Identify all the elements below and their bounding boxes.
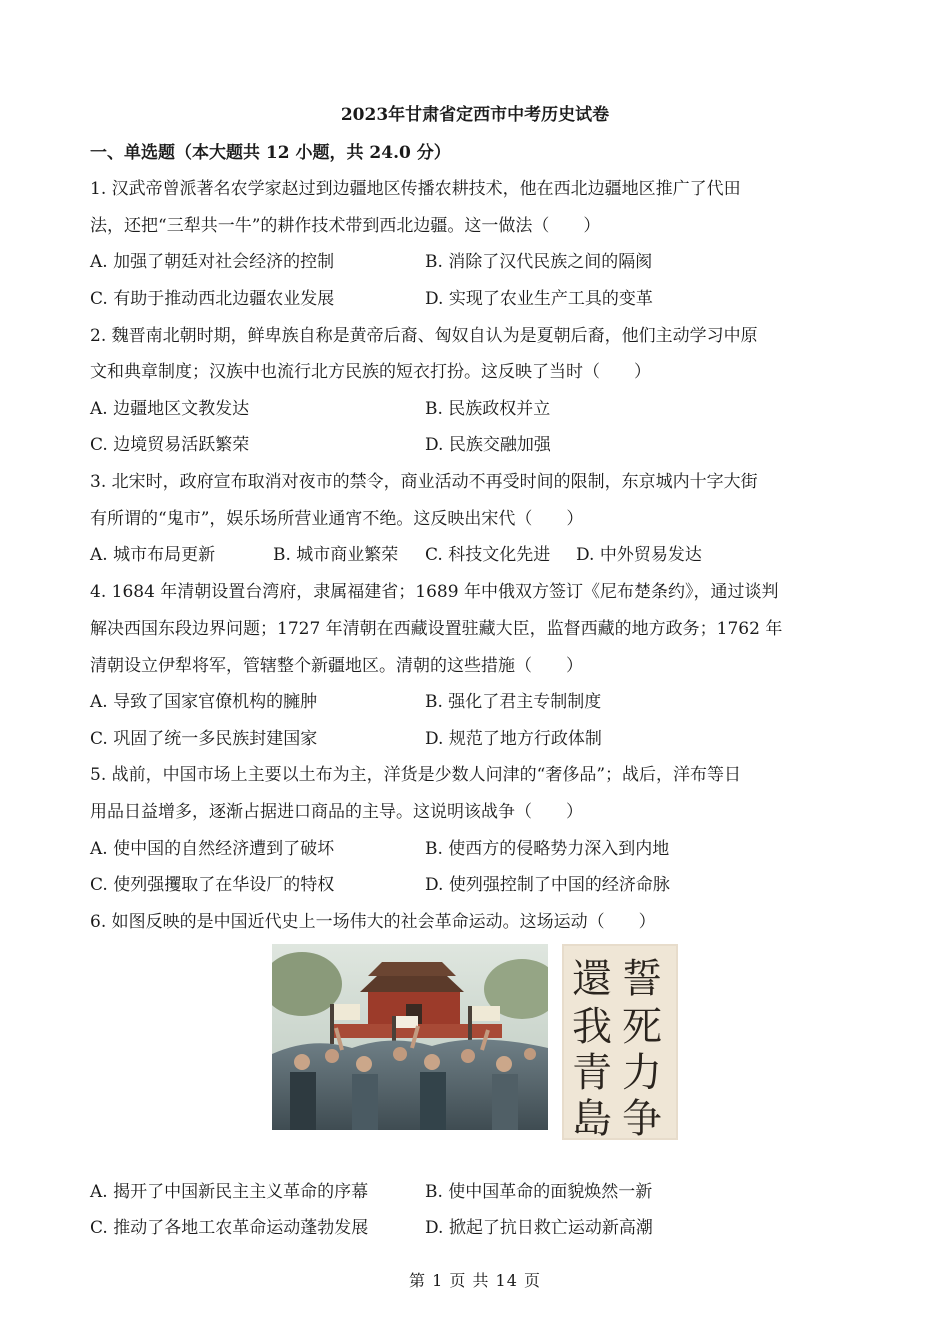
- question-2-option-d: D. 民族交融加强: [425, 435, 551, 455]
- question-5-line-2: 用品日益增多，逐渐占据进口商品的主导。这说明该战争（ ）: [90, 802, 583, 822]
- question-3-option-a: A. 城市布局更新: [90, 545, 216, 565]
- question-3-line-2: 有所谓的“鬼市”，娱乐场所营业通宵不绝。这反映出宋代（ ）: [90, 509, 584, 529]
- question-2-line-2: 文和典章制度；汉族中也流行北方民族的短衣打扮。这反映了当时（ ）: [90, 362, 651, 382]
- question-4-option-b: B. 强化了君主专制制度: [425, 692, 602, 712]
- question-6-line-1: 6. 如图反映的是中国近代史上一场伟大的社会革命运动。这场运动（ ）: [90, 912, 656, 932]
- slogan-char-8: 島: [572, 1096, 612, 1140]
- question-3-option-b: B. 城市商业繁荣: [273, 545, 399, 565]
- slogan-calligraphy: [562, 944, 678, 1140]
- page-footer: 第 1 页 共 14 页: [409, 1271, 541, 1290]
- question-4-option-a: A. 导致了国家官僚机构的臃肿: [90, 692, 318, 712]
- slogan-char-5: 還: [572, 956, 612, 1002]
- protest-painting: [272, 944, 548, 1130]
- question-2-option-b: B. 民族政权并立: [425, 399, 551, 419]
- question-6-option-a: A. 揭开了中国新民主主义革命的序幕: [90, 1182, 369, 1202]
- slogan-char-2: 死: [622, 1004, 662, 1050]
- question-4-option-d: D. 规范了地方行政体制: [425, 729, 602, 749]
- slogan-char-4: 争: [622, 1096, 662, 1140]
- question-6-option-d: D. 掀起了抗日救亡运动新高潮: [425, 1218, 653, 1238]
- question-1-option-a: A. 加强了朝廷对社会经济的控制: [90, 252, 335, 272]
- question-5-option-b: B. 使西方的侵略势力深入到内地: [425, 839, 670, 859]
- question-4-option-c: C. 巩固了统一多民族封建国家: [90, 729, 318, 749]
- question-1-line-2: 法，还把“三犁共一牛”的耕作技术带到西北边疆。这一做法（ ）: [90, 216, 601, 236]
- question-3-option-d: D. 中外贸易发达: [576, 545, 702, 565]
- slogan-char-7: 青: [572, 1050, 612, 1096]
- exam-title: 2023年甘肃省定西市中考历史试卷: [340, 105, 610, 125]
- question-2-option-a: A. 边疆地区文教发达: [90, 399, 250, 419]
- question-1-line-1: 1. 汉武帝曾派著名农学家赵过到边疆地区传播农耕技术，他在西北边疆地区推广了代田: [90, 179, 741, 199]
- question-6-option-c: C. 推动了各地工农革命运动蓬勃发展: [90, 1218, 369, 1238]
- question-5-option-a: A. 使中国的自然经济遭到了破坏: [90, 839, 335, 859]
- question-4-line-3: 清朝设立伊犁将军，管辖整个新疆地区。清朝的这些措施（ ）: [90, 656, 583, 676]
- question-5-option-d: D. 使列强控制了中国的经济命脉: [425, 875, 670, 895]
- slogan-char-3: 力: [622, 1050, 662, 1096]
- question-2-line-1: 2. 魏晋南北朝时期，鲜卑族自称是黄帝后裔、匈奴自认为是夏朝后裔，他们主动学习中原: [90, 326, 758, 346]
- section-heading: 一、单选题（本大题共 12 小题，共 24.0 分）: [90, 143, 451, 163]
- question-3-line-1: 3. 北宋时，政府宣布取消对夜市的禁令，商业活动不再受时间的限制，东京城内十字大街: [90, 472, 758, 492]
- slogan-char-6: 我: [572, 1004, 612, 1050]
- question-4-line-1: 4. 1684 年清朝设置台湾府，隶属福建省；1689 年中俄双方签订《尼布楚条约》，通过谈判: [90, 582, 779, 602]
- question-1-option-c: C. 有助于推动西北边疆农业发展: [90, 289, 335, 309]
- question-2-option-c: C. 边境贸易活跃繁荣: [90, 435, 250, 455]
- slogan-char-1: 誓: [622, 956, 662, 1002]
- question-3-option-c: C. 科技文化先进: [425, 545, 551, 565]
- question-1-option-d: D. 实现了农业生产工具的变革: [425, 289, 653, 309]
- question-6-option-b: B. 使中国革命的面貌焕然一新: [425, 1182, 653, 1202]
- question-1-option-b: B. 消除了汉代民族之间的隔阂: [425, 252, 653, 272]
- question-5-line-1: 5. 战前，中国市场上主要以土布为主，洋货是少数人问津的“奢侈品”；战后，洋布等日: [90, 765, 742, 785]
- question-5-option-c: C. 使列强攫取了在华设厂的特权: [90, 875, 335, 895]
- question-4-line-2: 解决西国东段边界问题；1727 年清朝在西藏设置驻藏大臣，监督西藏的地方政务；1762 年: [90, 619, 783, 639]
- question-6-figure: [272, 944, 678, 1140]
